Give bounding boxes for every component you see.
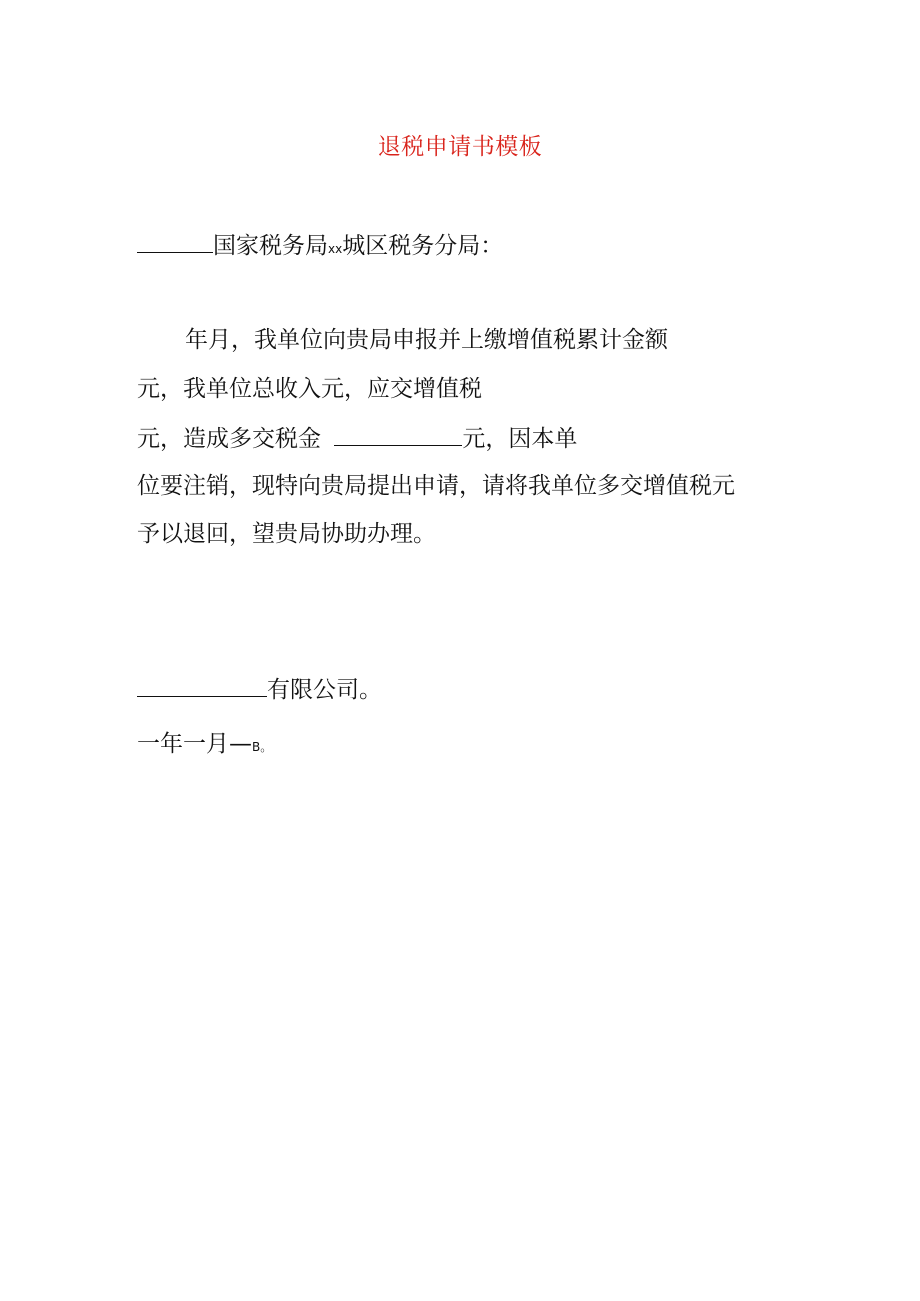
recipient-text: 国家税务局 <box>213 233 328 259</box>
recipient-text-2: 城区税务分局： <box>342 233 504 259</box>
recipient-placeholder: xx <box>328 242 343 256</box>
signature-date-line <box>137 728 272 763</box>
body-line-3-b: 元，因本单 <box>462 426 578 452</box>
body-line-2: 元，我单位总收入元，应交增值税 <box>137 376 482 402</box>
signature-date-suffix: B。 <box>252 740 273 754</box>
body-line-5: 予以退回，望贵局协助办理。 <box>137 521 436 547</box>
body-line-3 <box>137 421 577 455</box>
body-line-4: 位要注销，现特向贵局提出申请，请将我单位多交增值税元 <box>137 473 735 499</box>
document-title: 退税申请书模板 <box>377 134 543 160</box>
signature-company-line <box>137 672 382 706</box>
body-line-1: 年月，我单位向贵局申报并上缴增值税累计金额 <box>185 327 668 353</box>
signature-date-text: 一年一月— <box>137 731 252 757</box>
company-name-blank <box>137 672 267 697</box>
excess-tax-blank <box>334 421 462 446</box>
signature-company-suffix: 有限公司。 <box>267 677 382 703</box>
recipient-line <box>137 228 503 265</box>
recipient-blank <box>137 228 213 253</box>
body-line-3-a: 元，造成多交税金 <box>137 426 321 452</box>
